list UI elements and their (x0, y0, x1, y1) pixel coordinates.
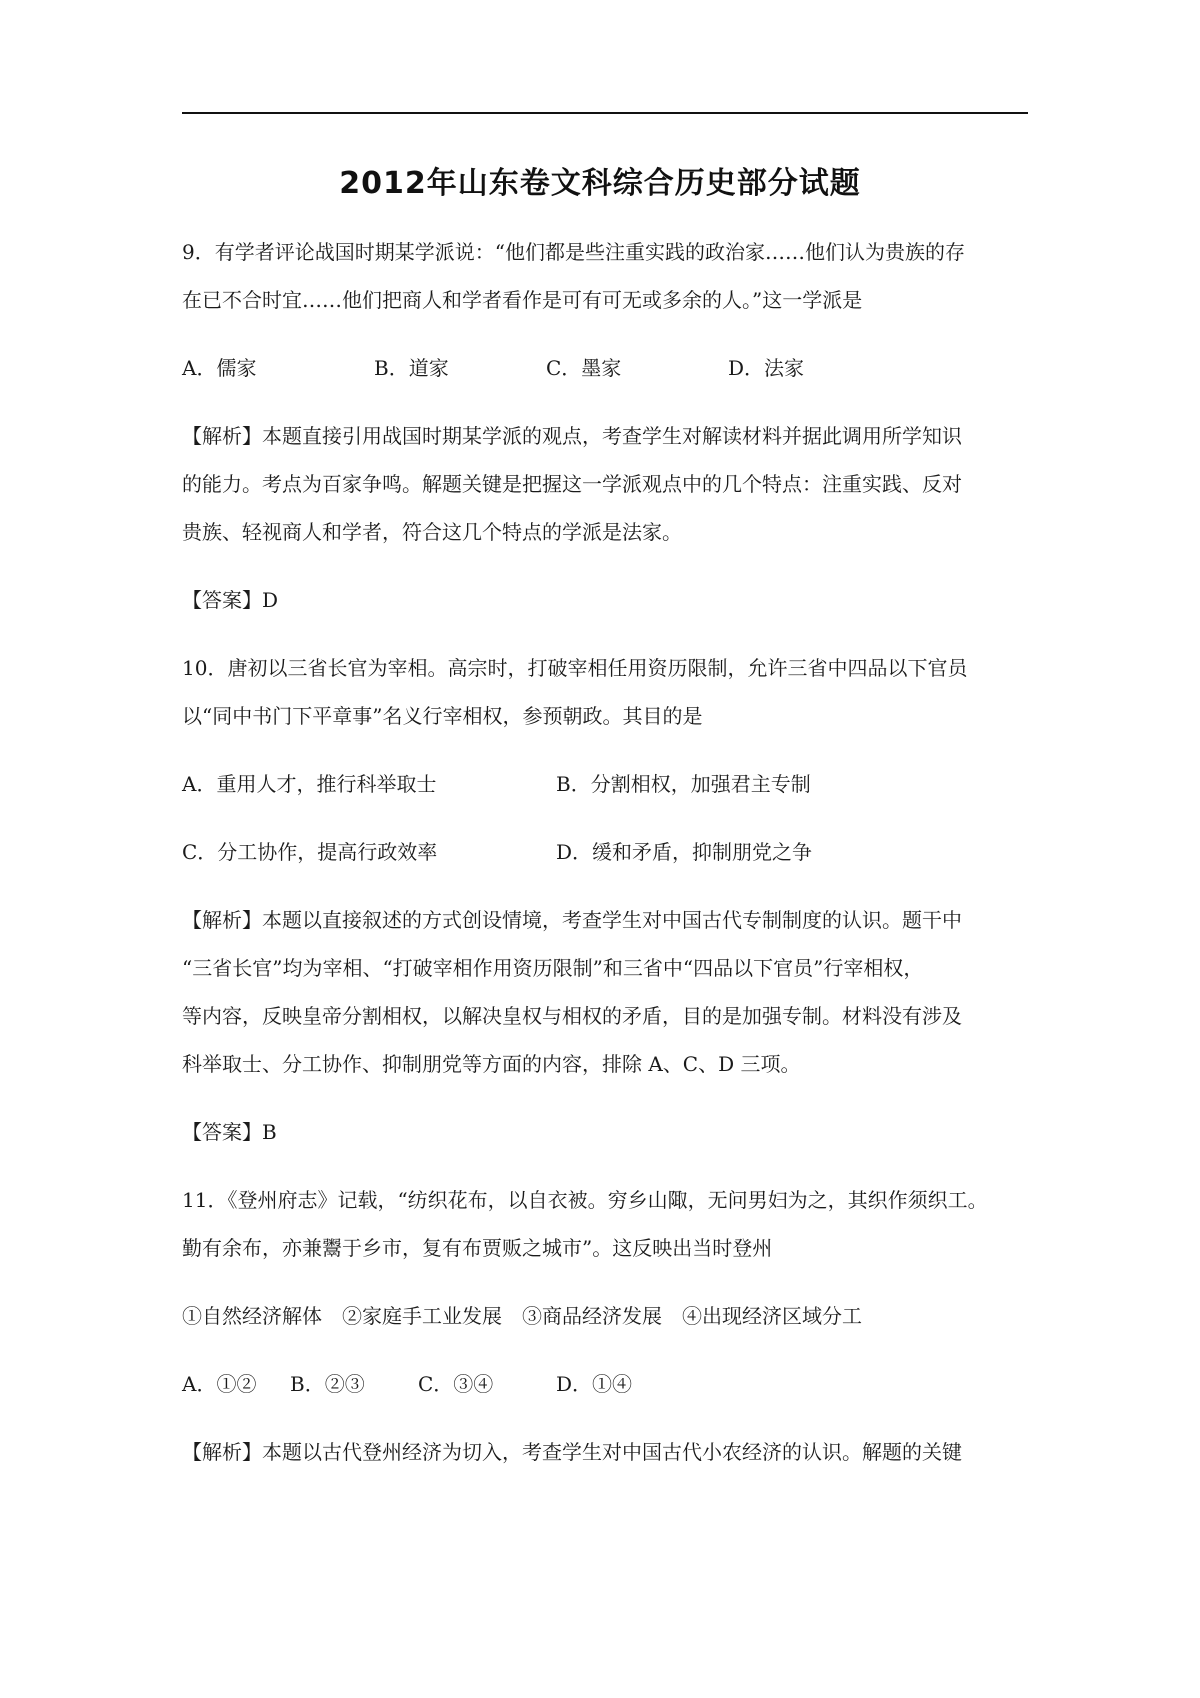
q11-stem-line-1: 11．《登州府志》记载，“纺织花布，以自衣被。穷乡山陬，无问男妇为之，其织作须织工。 (182, 1188, 988, 1212)
q10-option-c: C．分工协作，提高行政效率 (182, 840, 438, 864)
q11-stem-line-2: 勤有余布，亦兼鬻于乡市，复有布贾贩之城市”。这反映出当时登州 (182, 1236, 773, 1260)
q9-option-c: C．墨家 (546, 356, 622, 380)
q10-analysis-line-3: 等内容，反映皇帝分割相权，以解决皇权与相权的矛盾，目的是加强专制。材料没有涉及 (182, 1004, 962, 1028)
q10-option-d: D．缓和矛盾，抑制朋党之争 (556, 840, 813, 864)
q9-stem-line-2: 在已不合时宜……他们把商人和学者看作是可有可无或多余的人。”这一学派是 (182, 288, 863, 312)
q11-analysis-line-1: 【解析】本题以古代登州经济为切入，考查学生对中国古代小农经济的认识。解题的关键 (182, 1440, 962, 1464)
q9-analysis-line-2: 的能力。考点为百家争鸣。解题关键是把握这一学派观点中的几个特点：注重实践、反对 (182, 472, 962, 496)
q9-option-d: D．法家 (728, 356, 805, 380)
q10-stem-line-1: 10．唐初以三省长官为宰相。高宗时，打破宰相任用资历限制，允许三省中四品以下官员 (182, 656, 968, 680)
q9-stem-line-1: 9．有学者评论战国时期某学派说：“他们都是些注重实践的政治家……他们认为贵族的存 (182, 240, 965, 264)
page-title: 2012年山东卷文科综合历史部分试题 (339, 166, 861, 201)
q11-option-c: C．③④ (418, 1372, 494, 1396)
q10-analysis-line-2: “三省长官”均为宰相、“打破宰相作用资历限制”和三省中“四品以下官员”行宰相权， (182, 956, 924, 980)
q10-answer: 【答案】B (182, 1120, 277, 1144)
q10-stem-line-2: 以“同中书门下平章事”名义行宰相权，参预朝政。其目的是 (182, 704, 703, 728)
q9-analysis-line-1: 【解析】本题直接引用战国时期某学派的观点，考查学生对解读材料并据此调用所学知识 (182, 424, 962, 448)
q10-option-b: B．分割相权，加强君主专制 (556, 772, 811, 796)
q11-option-a: A．①② (182, 1372, 257, 1396)
q9-option-a: A．儒家 (182, 356, 257, 380)
q10-analysis-line-1: 【解析】本题以直接叙述的方式创设情境，考查学生对中国古代专制制度的认识。题干中 (182, 908, 962, 932)
header-rule (182, 112, 1028, 114)
q11-option-b: B．②③ (290, 1372, 365, 1396)
q11-option-d: D．①④ (556, 1372, 633, 1396)
q9-option-b: B．道家 (374, 356, 449, 380)
q9-analysis-line-3: 贵族、轻视商人和学者，符合这几个特点的学派是法家。 (182, 520, 682, 544)
q11-items: ①自然经济解体 ②家庭手工业发展 ③商品经济发展 ④出现经济区域分工 (182, 1304, 862, 1328)
q10-option-a: A．重用人才，推行科举取士 (182, 772, 437, 796)
q10-analysis-line-4: 科举取士、分工协作、抑制朋党等方面的内容，排除 A、C、D 三项。 (182, 1052, 801, 1076)
q9-answer: 【答案】D (182, 588, 279, 612)
